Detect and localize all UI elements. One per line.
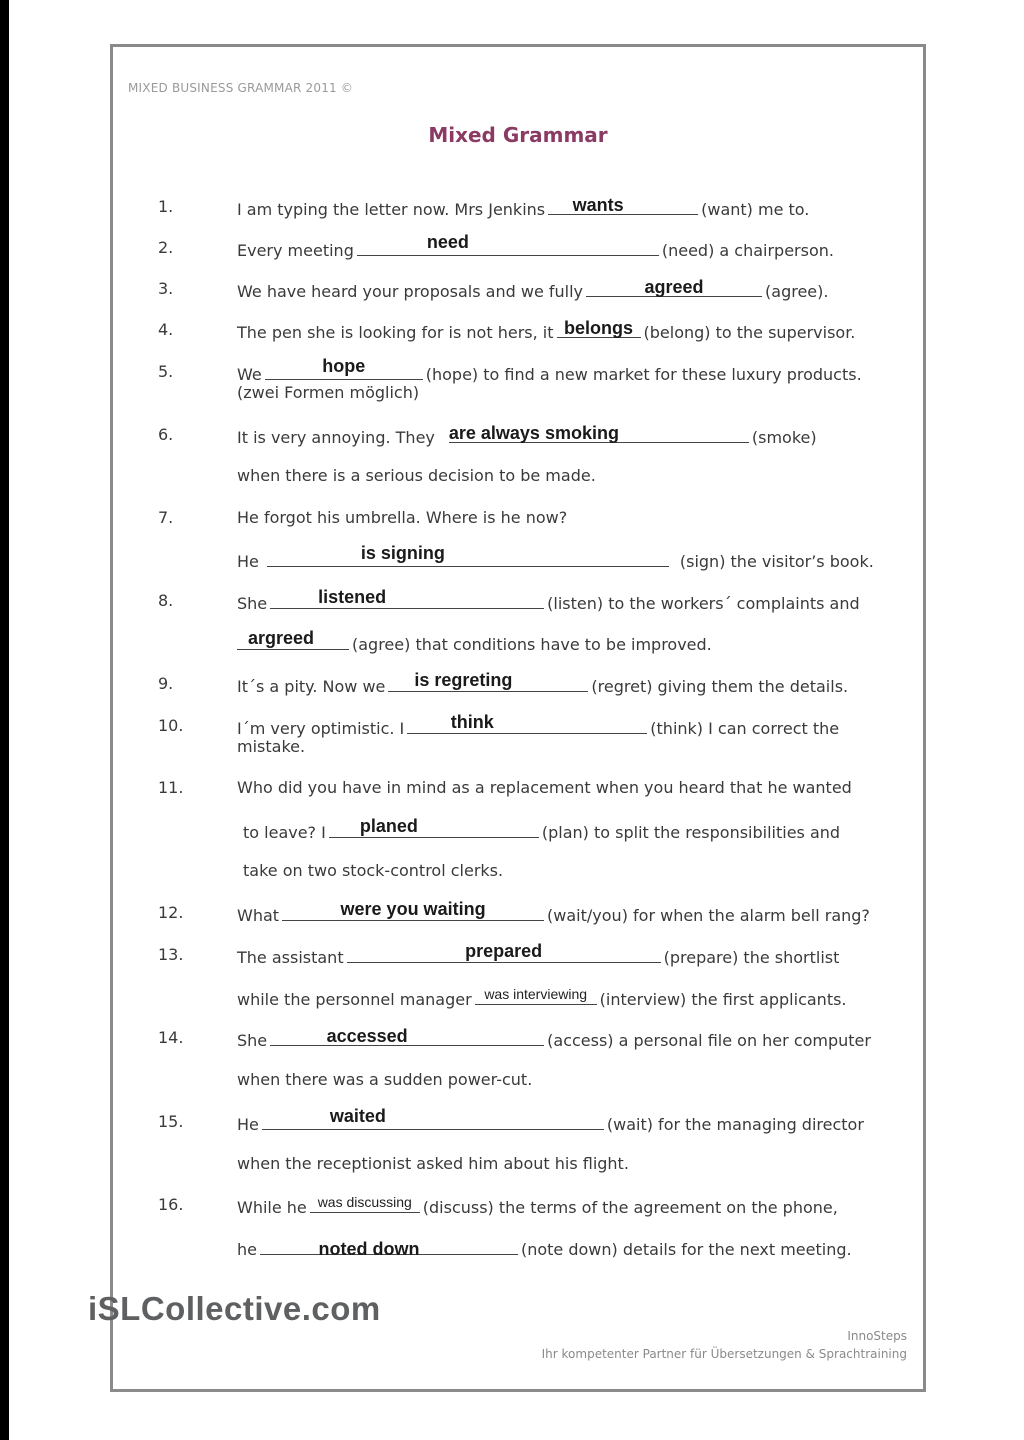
exercise-line: I´m very optimistic. I think (think) I can correct the: [237, 712, 840, 738]
item-number: 10.: [158, 716, 184, 735]
answer-blank[interactable]: [347, 941, 661, 963]
exercise-line: Every meeting need (need) a chairperson.: [237, 232, 834, 260]
answer-text: listened: [318, 587, 387, 607]
exercise-line-cont: argreed (agree) that conditions have to be improved.: [237, 632, 911, 654]
answer-blank[interactable]: [449, 425, 749, 443]
exercise-line: He forgot his umbrella. Where is he now?: [237, 508, 568, 527]
exercise-line-cont: mistake.: [237, 737, 306, 756]
exercise-line-cont: while the personnel manager was interviewing (interview) the first applicants.: [237, 986, 847, 1009]
exercise-line-cont: take on two stock-control clerks.: [243, 861, 504, 880]
exercise-line-cont: when the receptionist asked him about his flight.: [237, 1154, 629, 1173]
item-number: 12.: [158, 903, 184, 922]
exercise-line: The pen she is looking for is not hers, it belongs (belong) to the supervisor.: [237, 318, 856, 342]
item-number: 2.: [158, 238, 174, 257]
answer-text: agreed: [644, 277, 704, 297]
answer-text: were you waiting: [340, 899, 486, 919]
answer-text: waited: [329, 1106, 386, 1126]
answer-blank[interactable]: [262, 1106, 604, 1130]
answer-blank[interactable]: [282, 899, 544, 921]
answer-blank[interactable]: [586, 279, 762, 297]
exercise-line: Who did you have in mind as a replacement when you heard that he wanted: [237, 778, 852, 797]
watermark-logo: iSLCollective.com: [88, 1290, 381, 1327]
answer-text: is regreting: [414, 670, 513, 690]
exercise-line-cont: He is signing (sign) the visitor’s book.: [237, 543, 874, 571]
exercise-line: We have heard your proposals and we fully agreed (agree).: [237, 277, 829, 301]
item-number: 3.: [158, 279, 174, 298]
exercise-line: I am typing the letter now. Mrs Jenkins wants (want) me to.: [237, 195, 810, 219]
header-note: MIXED BUSINESS GRAMMAR 2011 ©: [128, 81, 354, 95]
exercise-line-cont: he noted down (note down) details for the next meeting.: [237, 1239, 852, 1259]
answer-text: accessed: [326, 1026, 408, 1046]
answer-blank[interactable]: [357, 232, 659, 256]
answer-blank[interactable]: [475, 987, 597, 1005]
footer-tagline: Ihr kompetenter Partner für Übersetzungen & Sprachtraining: [541, 1347, 907, 1361]
answer-text: was discussing: [317, 1194, 412, 1210]
exercise-line: What were you waiting (wait/you) for when the alarm bell rang?: [237, 899, 870, 925]
answer-text: need: [426, 232, 469, 252]
item-number: 7.: [158, 508, 174, 527]
exercise-line: He waited (wait) for the managing director: [237, 1106, 864, 1134]
answer-text: prepared: [465, 941, 543, 961]
item-number: 14.: [158, 1028, 184, 1047]
exercise-line-cont: when there was a sudden power-cut.: [237, 1070, 533, 1089]
answer-text: belongs: [563, 318, 633, 338]
exercise-line: It is very annoying. They are always smoking (smoke): [237, 423, 817, 447]
item-number: 9.: [158, 674, 174, 693]
exercise-line: The assistant prepared (prepare) the shortlist: [237, 941, 840, 967]
answer-text: think: [450, 712, 494, 732]
left-edge-strip: [0, 0, 9, 1440]
answer-text: wants: [572, 195, 624, 215]
answer-blank[interactable]: [270, 587, 544, 609]
exercise-line: While he was discussing (discuss) the terms of the agreement on the phone,: [237, 1194, 838, 1217]
item-number: 8.: [158, 591, 174, 610]
exercise-line: We hope (hope) to find a new market for these luxury products.: [237, 356, 862, 384]
footer-brand: InnoSteps: [847, 1329, 907, 1343]
exercise-line: She accessed (access) a personal file on her computer: [237, 1026, 871, 1050]
answer-text: argreed: [247, 628, 315, 648]
item-number: 15.: [158, 1112, 184, 1131]
item-number: 16.: [158, 1195, 184, 1214]
answer-blank[interactable]: [407, 712, 647, 734]
answer-text: hope: [322, 356, 366, 376]
answer-text: are always smoking: [448, 423, 619, 443]
answer-blank[interactable]: [260, 1237, 518, 1259]
item-number: 5.: [158, 362, 174, 381]
page-title: Mixed Grammar: [428, 123, 608, 147]
answer-text: noted down: [318, 1239, 420, 1259]
answer-blank[interactable]: [237, 628, 349, 650]
answer-blank[interactable]: [388, 670, 588, 692]
answer-text: is signing: [360, 543, 445, 563]
item-number: 13.: [158, 945, 184, 964]
answer-text: was interviewing: [484, 986, 588, 1002]
item-number: 1.: [158, 197, 174, 216]
item-number: 11.: [158, 778, 184, 797]
answer-text: planed: [359, 816, 418, 836]
item-number: 6.: [158, 425, 174, 444]
exercise-line-cont: (zwei Formen möglich): [237, 383, 420, 402]
answer-blank[interactable]: [270, 1028, 544, 1046]
answer-blank[interactable]: [310, 1195, 420, 1213]
exercise-line: She listened (listen) to the workers´ complaints and: [237, 587, 860, 613]
answer-blank[interactable]: [265, 356, 423, 380]
exercise-line-cont: to leave? I planed (plan) to split the responsibilities and: [243, 816, 841, 842]
exercise-line: It´s a pity. Now we is regreting (regret) giving them the details.: [237, 670, 849, 696]
answer-blank[interactable]: [557, 320, 641, 338]
answer-blank[interactable]: [329, 816, 539, 838]
exercise-line-cont: when there is a serious decision to be made.: [237, 466, 596, 485]
worksheet-page: [110, 44, 926, 1392]
item-number: 4.: [158, 320, 174, 339]
answer-blank[interactable]: [548, 197, 698, 215]
